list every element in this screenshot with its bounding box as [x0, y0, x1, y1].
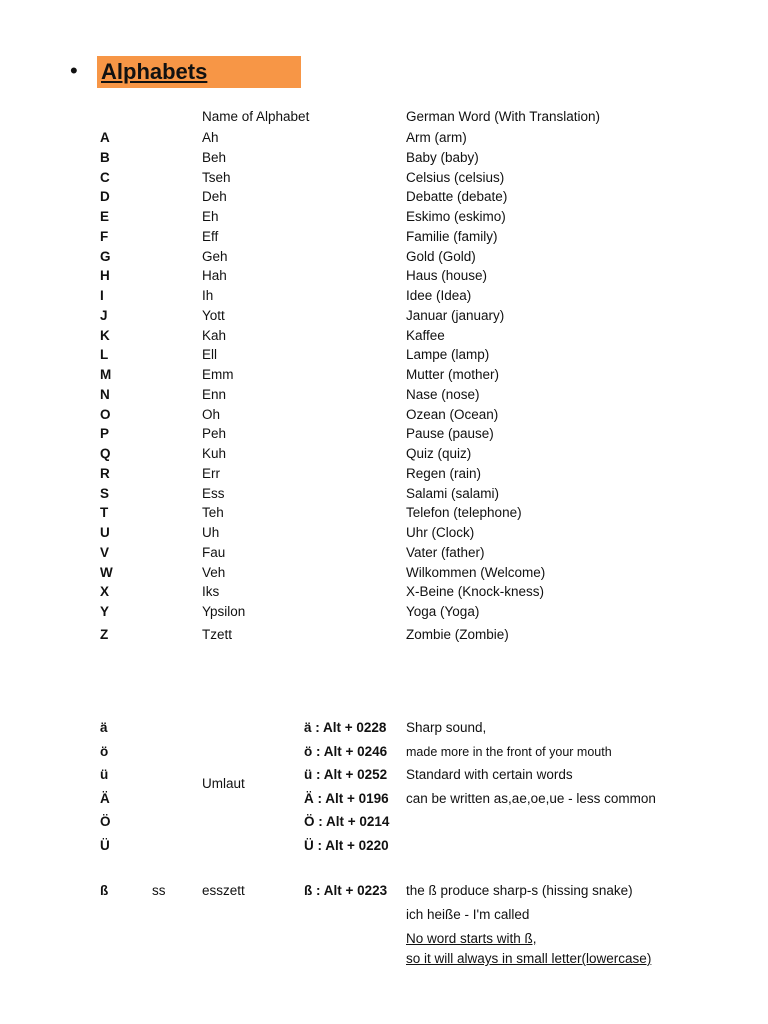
alphabet-word: Eskimo (eskimo) — [406, 209, 506, 224]
alphabet-letter: M — [100, 367, 112, 382]
umlaut-letter: Ü — [100, 837, 110, 853]
alphabet-word: Gold (Gold) — [406, 248, 476, 264]
alphabet-name: Kuh — [202, 446, 227, 461]
alphabet-row — [0, 503, 768, 522]
alphabet-letter: K — [100, 327, 110, 343]
page-title: Alphabets — [101, 59, 208, 84]
alphabet-row — [0, 286, 768, 305]
alphabet-letter: C — [100, 169, 110, 185]
alphabet-row — [0, 227, 768, 246]
alphabet-name: Ah — [202, 130, 219, 145]
umlaut-alt-code: ö : Alt + 0246 — [304, 743, 388, 759]
alphabet-name: Enn — [202, 386, 227, 402]
alphabet-letter: X — [100, 584, 110, 600]
alphabet-name: Beh — [202, 149, 227, 165]
alphabet-name: Fau — [202, 544, 226, 560]
alphabet-name: Eh — [202, 209, 219, 224]
umlaut-letter: ö — [100, 743, 109, 759]
heading-highlight — [97, 56, 301, 88]
umlaut-alt-code: Ü : Alt + 0220 — [304, 837, 389, 853]
alphabet-row — [0, 523, 768, 542]
esszett-alt-spelling: ss — [152, 883, 166, 898]
umlaut-alt-code: Ä : Alt + 0196 — [304, 790, 389, 806]
alphabet-letter: W — [100, 564, 113, 580]
esszett-name: esszett — [202, 883, 245, 898]
alphabet-row — [0, 306, 768, 325]
alphabet-name: Ih — [202, 288, 214, 303]
alphabet-letter: G — [100, 248, 111, 264]
alphabet-row — [0, 385, 768, 404]
alphabet-name: Ell — [202, 347, 218, 363]
esszett-note: the ß produce sharp-s (hissing snake) — [406, 883, 633, 898]
umlaut-letter: ü — [100, 767, 109, 782]
umlaut-letter: Ä — [100, 790, 110, 806]
alphabet-row — [0, 602, 768, 621]
alphabet-name: Kah — [202, 327, 227, 343]
alphabet-word: Idee (Idea) — [406, 288, 472, 303]
alphabet-word: X-Beine (Knock-kness) — [406, 584, 545, 600]
alphabet-word: Telefon (telephone) — [406, 505, 522, 521]
alphabet-letter: F — [100, 228, 109, 244]
alphabet-word: Baby (baby) — [406, 149, 479, 165]
alphabet-name: Geh — [202, 248, 228, 264]
column-header-name: Name of Alphabet — [202, 109, 310, 124]
alphabet-row — [0, 365, 768, 384]
umlaut-row — [0, 718, 768, 741]
alphabet-word: Nase (nose) — [406, 386, 480, 402]
alphabet-word: Zombie (Zombie) — [406, 626, 509, 642]
alphabet-word: Mutter (mother) — [406, 367, 500, 382]
umlaut-note: can be written as,ae,oe,ue - less common — [406, 791, 656, 806]
esszett-note: ich heiße - I'm called — [406, 907, 530, 922]
alphabet-name: Veh — [202, 564, 226, 580]
alphabet-row — [0, 563, 768, 582]
alphabet-letter: I — [100, 288, 104, 303]
alphabet-name: Yott — [202, 307, 225, 323]
alphabet-name: Emm — [202, 367, 234, 382]
alphabet-letter: D — [100, 189, 110, 205]
alphabet-row — [0, 484, 768, 503]
alphabet-name: Err — [202, 465, 220, 481]
alphabet-name: Iks — [202, 584, 220, 600]
alphabet-word: Januar (january) — [406, 307, 505, 323]
alphabet-letter: N — [100, 386, 110, 402]
alphabet-name: Tseh — [202, 169, 231, 185]
alphabet-word: Yoga (Yoga) — [406, 604, 480, 619]
umlaut-row — [0, 742, 768, 765]
alphabet-row — [0, 326, 768, 345]
umlaut-row — [0, 836, 768, 859]
alphabet-row — [0, 405, 768, 424]
alphabet-row — [0, 424, 768, 443]
alphabet-name: Teh — [202, 505, 224, 521]
alphabet-name: Deh — [202, 189, 227, 205]
umlaut-row — [0, 812, 768, 835]
alphabet-row — [0, 464, 768, 483]
alphabet-word: Regen (rain) — [406, 465, 482, 481]
alphabet-row — [0, 625, 768, 644]
esszett-note: No word starts with ß, — [406, 931, 537, 946]
alphabet-row — [0, 128, 768, 147]
alphabet-letter: E — [100, 209, 110, 224]
alphabet-letter: S — [100, 485, 110, 501]
heading-bullet: • — [70, 58, 78, 83]
alphabet-word: Quiz (quiz) — [406, 446, 472, 461]
umlaut-alt-code: Ö : Alt + 0214 — [304, 814, 390, 829]
alphabet-name: Eff — [202, 228, 219, 244]
alphabet-row — [0, 168, 768, 187]
umlaut-note: Sharp sound, — [406, 720, 487, 735]
umlaut-label: Umlaut — [202, 776, 245, 791]
alphabet-letter: T — [100, 505, 109, 521]
umlaut-alt-code: ä : Alt + 0228 — [304, 720, 387, 735]
alphabet-letter: Z — [100, 626, 109, 642]
alphabet-letter: B — [100, 149, 110, 165]
alphabet-name: Ess — [202, 485, 225, 501]
alphabet-word: Familie (family) — [406, 228, 498, 244]
alphabet-word: Wilkommen (Welcome) — [406, 564, 546, 580]
umlaut-note: Standard with certain words — [406, 767, 573, 782]
alphabet-word: Kaffee — [406, 327, 445, 343]
alphabet-name: Hah — [202, 268, 227, 284]
alphabet-word: Lampe (lamp) — [406, 347, 490, 363]
alphabet-name: Peh — [202, 426, 227, 442]
umlaut-letter: ä — [100, 720, 108, 735]
alphabet-word: Arm (arm) — [406, 130, 467, 145]
alphabet-letter: R — [100, 465, 110, 481]
alphabet-letter: H — [100, 268, 110, 284]
alphabet-word: Salami (salami) — [406, 485, 500, 501]
alphabet-row — [0, 345, 768, 364]
umlaut-row — [0, 765, 768, 788]
alphabet-letter: O — [100, 406, 111, 422]
alphabet-name: Ypsilon — [202, 604, 246, 619]
alphabet-letter: V — [100, 544, 110, 560]
umlaut-letter: Ö — [100, 814, 111, 829]
alphabet-name: Oh — [202, 406, 221, 422]
esszett-letter: ß — [100, 883, 109, 898]
alphabet-row — [0, 207, 768, 226]
esszett-alt-code: ß : Alt + 0223 — [304, 883, 388, 898]
alphabet-row — [0, 247, 768, 266]
alphabet-row — [0, 444, 768, 463]
alphabet-letter: U — [100, 525, 110, 540]
alphabet-word: Celsius (celsius) — [406, 169, 505, 185]
umlaut-alt-code: ü : Alt + 0252 — [304, 767, 388, 782]
alphabet-word: Haus (house) — [406, 268, 488, 284]
column-header-word: German Word (With Translation) — [406, 109, 601, 124]
alphabet-name: Uh — [202, 525, 220, 540]
alphabet-word: Pause (pause) — [406, 426, 494, 442]
alphabet-word: Uhr (Clock) — [406, 525, 475, 540]
alphabet-row — [0, 266, 768, 285]
esszett-note: so it will always in small letter(lowercase) — [406, 951, 652, 966]
alphabet-row — [0, 582, 768, 601]
alphabet-letter: Q — [100, 446, 111, 461]
alphabet-word: Ozean (Ocean) — [406, 406, 499, 422]
alphabet-letter: A — [100, 130, 110, 145]
alphabet-word: Debatte (debate) — [406, 189, 508, 205]
alphabet-word: Vater (father) — [406, 544, 485, 560]
alphabet-row — [0, 543, 768, 562]
umlaut-note: made more in the front of your mouth — [406, 745, 612, 759]
alphabet-letter: J — [100, 307, 108, 323]
alphabet-letter: P — [100, 426, 110, 442]
alphabet-row — [0, 148, 768, 167]
alphabet-name: Tzett — [202, 626, 233, 642]
alphabet-letter: Y — [100, 604, 110, 619]
alphabet-row — [0, 187, 768, 206]
alphabet-letter: L — [100, 347, 109, 363]
